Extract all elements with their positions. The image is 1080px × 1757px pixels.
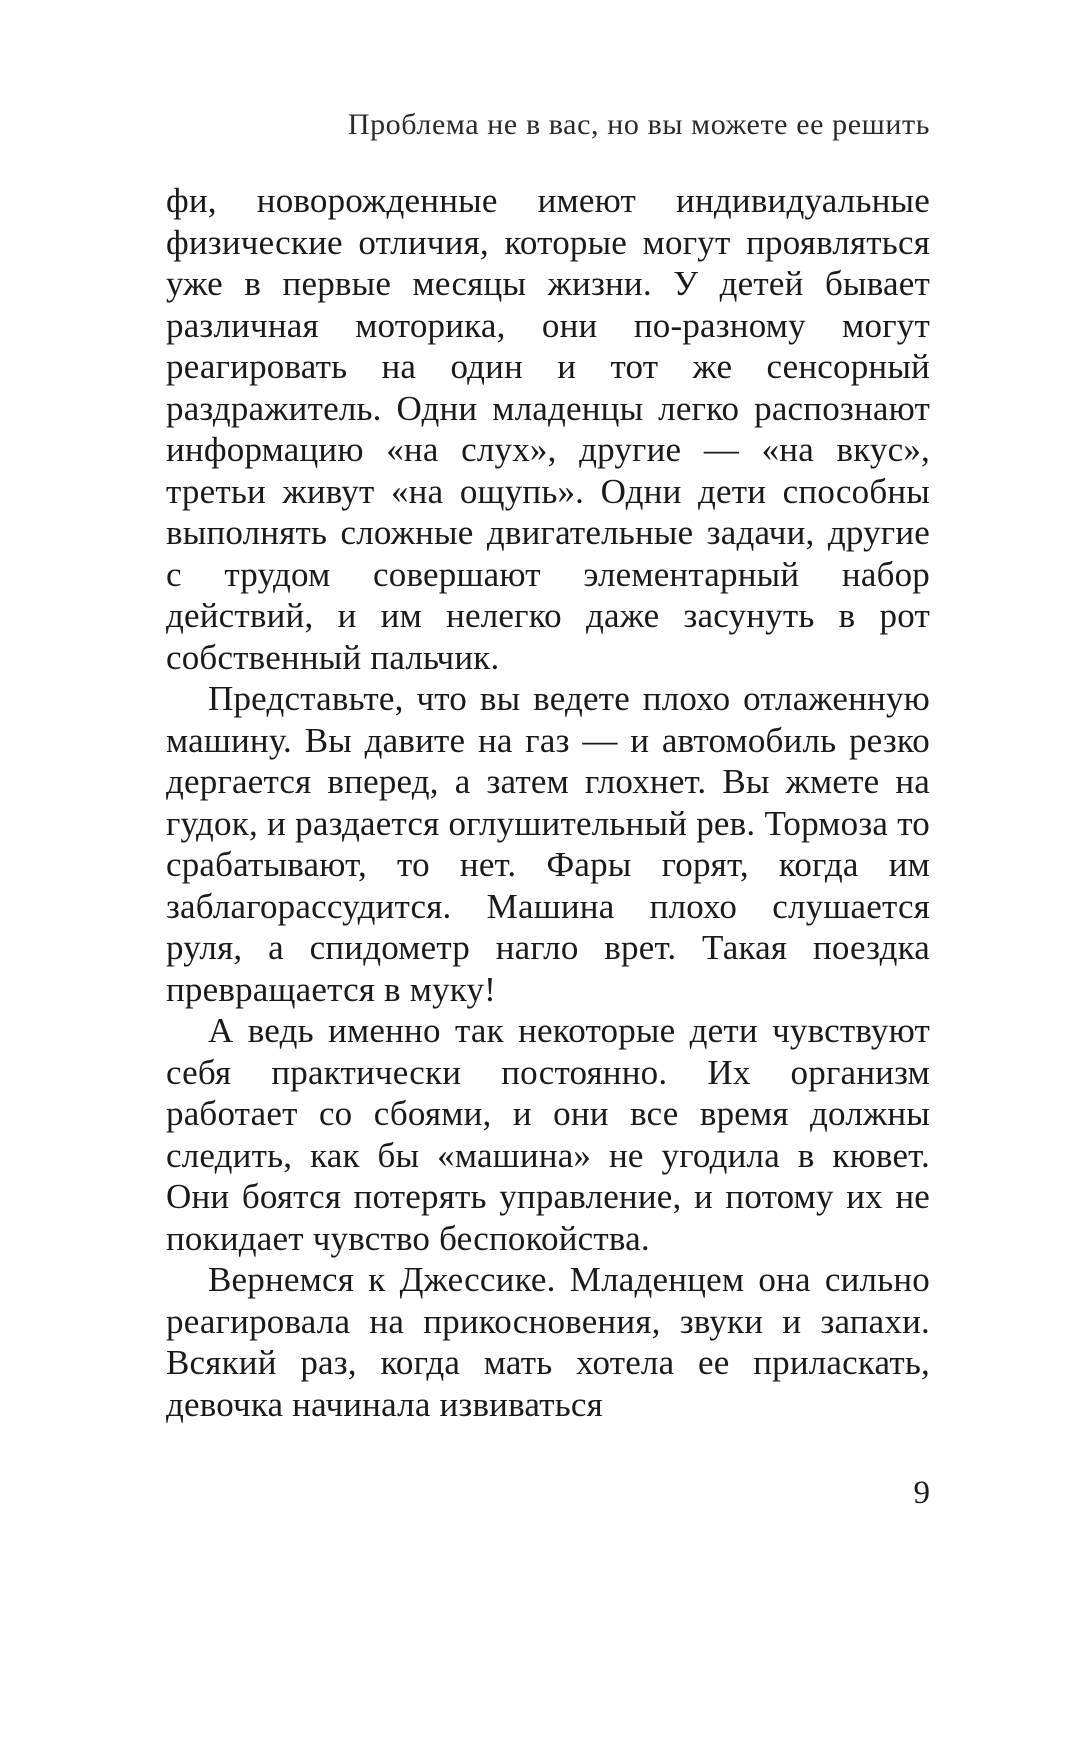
body-text [166, 180, 930, 1425]
paragraph-continued: фи, новорожденные имеют индивидуальные физические отличия, которые могут проявляться уже в первые месяцы жизни. У детей бывает различная моторика, они по-разному могут реагировать на один и тот же сенсорный раздражитель. Одни младенцы легко распознают информацию «на слух», другие — «на вкус», третьи живут «на ощупь». Одни дети способны выполнять сложные двигательные задачи, другие с трудом совершают элементарный набор действий, и им нелегко даже засунуть в рот собственный пальчик. [166, 181, 930, 677]
paragraph-jessica: Вернемся к Джессике. Младенцем она сильно реагировала на прикосновения, звуки и запахи. Всякий раз, когда мать хотела ее приласкать, девочка начинала извиваться [166, 1260, 930, 1424]
running-header: Проблема не в вас, но вы можете ее решить [347, 108, 930, 141]
page-number: 9 [913, 1475, 930, 1511]
paragraph-car-analogy: Представьте, что вы ведете плохо отлаженную машину. Вы давите на газ — и автомобиль резко дергается вперед, а затем глохнет. Вы жмете на гудок, и раздается оглушительный рев. Тормоза то срабатывают, то нет. Фары горят, когда им заблагорассудится. Машина плохо слушается руля, а спидометр нагло врет. Такая поездка превращается в муку! [166, 679, 930, 1009]
paragraph-children-feel: А ведь именно так некоторые дети чувствуют себя практически постоянно. Их организм работает со сбоями, и они все время должны следить, как бы «машина» не угодила в кювет. Они боятся потерять управление, и потому их не покидает чувство беспокойства. [166, 1011, 930, 1258]
